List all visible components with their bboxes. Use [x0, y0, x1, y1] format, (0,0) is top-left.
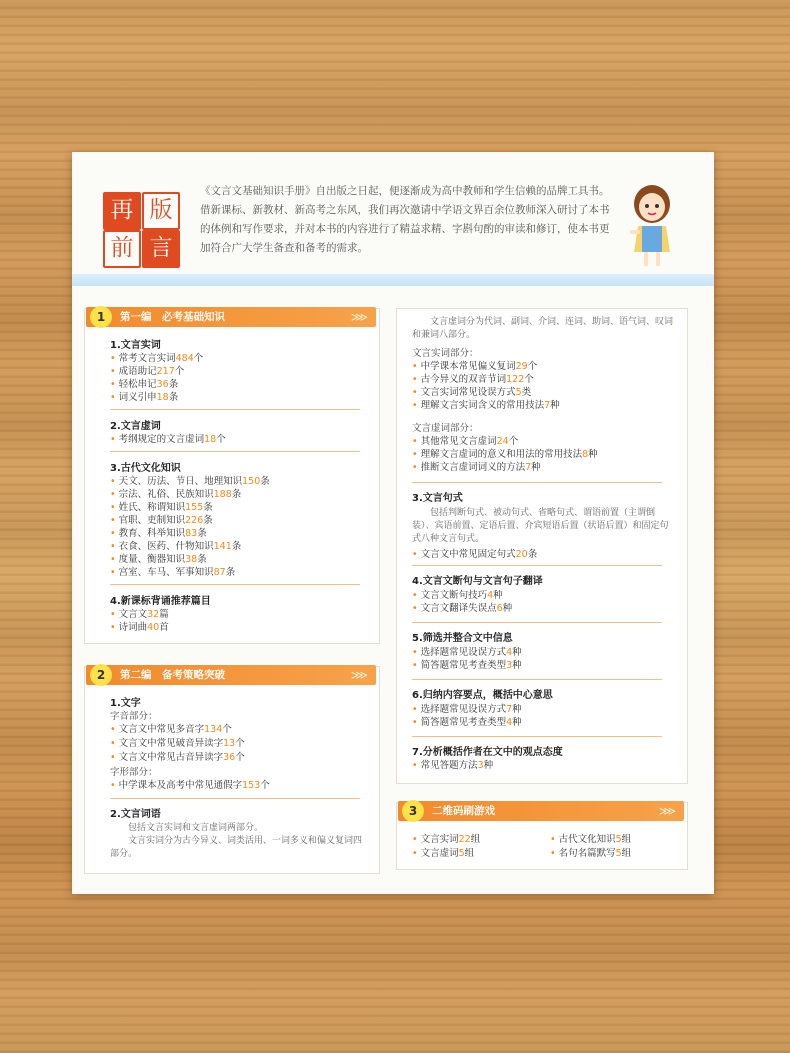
list-item	[412, 448, 598, 461]
item-text: 名句名篇默写	[558, 848, 616, 859]
item-unit: 个	[193, 353, 204, 364]
item-text: 选择题常见设误方式	[420, 704, 507, 715]
item-count: 4	[506, 647, 513, 658]
group-title: 5.筛选并整合文中信息	[412, 633, 513, 644]
list-item	[412, 399, 560, 412]
section-3-header	[398, 801, 684, 821]
item-text: 文言文断句技巧	[420, 590, 488, 601]
item-count: 20	[515, 549, 528, 560]
item-text: 推断文言虚词词义的方法	[420, 462, 526, 473]
item-unit: 条	[260, 476, 270, 487]
item-unit: 种	[512, 717, 522, 728]
group-title: 2.文言虚词	[110, 421, 161, 432]
section-2-header	[86, 665, 376, 685]
list-item	[412, 847, 474, 860]
group-title: 4.新课标背诵推荐篇目	[110, 596, 211, 607]
item-count: 3	[477, 760, 484, 771]
list-item	[412, 759, 493, 772]
list-item	[110, 723, 232, 736]
item-text: 古代文化知识	[558, 834, 616, 845]
stamp-char: 再	[103, 192, 141, 230]
item-count: 5	[615, 848, 622, 859]
section-number: 3	[402, 800, 424, 822]
item-text: 中学课本常见偏义复词	[420, 361, 516, 372]
item-text: 宫室、车马、军事知识	[118, 567, 214, 578]
item-text: 轻松串记	[118, 379, 157, 390]
item-text: 文言文	[118, 609, 148, 620]
item-count: 155	[185, 502, 204, 513]
teacher-illustration-icon	[624, 182, 680, 268]
list-item	[110, 378, 178, 391]
item-count: 40	[147, 622, 160, 633]
list-item	[110, 737, 245, 750]
item-unit: 条	[203, 502, 213, 513]
item-count: 29	[515, 361, 528, 372]
list-item	[412, 548, 537, 561]
section-title: 第一编 必考基础知识	[120, 311, 225, 323]
item-unit: 个	[527, 361, 538, 372]
item-count: 83	[185, 528, 198, 539]
group-title: 3.古代文化知识	[110, 463, 181, 474]
item-unit: 个	[235, 752, 245, 763]
section-number: 1	[90, 306, 112, 328]
list-item	[110, 608, 169, 621]
item-text: 其他常见文言虚词	[420, 436, 497, 447]
item-text: 成语助记	[118, 366, 157, 377]
sub-label: 文言虚词部分：	[412, 423, 479, 434]
item-text: 文言虚词	[420, 848, 459, 859]
header-divider	[72, 274, 714, 286]
item-count: 8	[582, 449, 589, 460]
item-text: 简答题常见考查类型	[420, 660, 507, 671]
list-item	[110, 621, 169, 634]
item-text: 衣食、医药、什物知识	[118, 541, 214, 552]
item-count: 226	[185, 515, 204, 526]
item-text: 考纲规定的文言虚词	[118, 434, 205, 445]
list-item	[110, 751, 245, 764]
separator	[412, 622, 662, 623]
item-count: 36	[156, 379, 169, 390]
separator	[110, 584, 360, 585]
list-item	[110, 365, 184, 378]
group-title: 3.文言句式	[412, 493, 463, 504]
item-unit: 种	[502, 603, 513, 614]
item-text: 诗词曲	[118, 622, 148, 633]
item-count: 4	[487, 590, 494, 601]
item-count: 13	[223, 738, 236, 749]
item-unit: 条	[168, 392, 179, 403]
item-count: 217	[156, 366, 175, 377]
item-unit: 组	[621, 834, 632, 845]
list-item	[110, 779, 270, 792]
item-text: 词义引申	[118, 392, 157, 403]
item-count: 153	[242, 780, 261, 791]
separator	[110, 798, 360, 799]
item-text: 宗法、礼俗、民族知识	[118, 489, 214, 500]
item-text: 理解文言实词含义的常用技法	[420, 400, 545, 411]
list-item	[412, 646, 522, 659]
item-count: 141	[213, 541, 232, 552]
list-item	[412, 833, 480, 846]
item-unit: 种	[550, 400, 560, 411]
group-title: 7.分析概括作者在文中的观点态度	[412, 747, 563, 758]
chevron-decor-icon: ⋙	[658, 804, 676, 818]
item-text: 文言文中常见多音字	[118, 724, 205, 735]
paragraph: 文言实词分为古今异义、词类活用、一词多义和偏义复词四部分。	[110, 836, 363, 859]
item-count: 122	[506, 374, 525, 385]
section-title: 第二编 备考策略突破	[120, 669, 225, 681]
item-text: 文言文中常见破音异读字	[118, 738, 224, 749]
item-unit: 个	[222, 724, 232, 735]
list-item	[412, 602, 512, 615]
list-item	[110, 488, 241, 501]
list-item	[412, 589, 503, 602]
item-unit: 种	[493, 590, 503, 601]
item-count: 36	[223, 752, 236, 763]
separator	[110, 451, 360, 452]
stamp-char: 言	[142, 230, 180, 268]
item-unit: 种	[512, 660, 522, 671]
item-text: 理解文言虚词的意义和用法的常用技法	[420, 449, 583, 460]
group-title: 2.文言词语	[110, 809, 161, 820]
section-1-header	[86, 307, 376, 327]
item-text: 文言实词	[420, 834, 459, 845]
item-unit: 个	[508, 436, 519, 447]
item-count: 18	[156, 392, 169, 403]
item-count: 24	[496, 436, 509, 447]
stamp-char: 前	[103, 230, 141, 268]
item-text: 文言文中常见古音异读字	[118, 752, 224, 763]
item-text: 度量、衡器知识	[118, 554, 186, 565]
preface-text: 《文言文基础知识手册》自出版之日起，便逐渐成为高中教师和学生信赖的品牌工具书。借新课标、新教材、新高考之东风，我们再次邀请中学语文界百余位教师深入研讨了本书的体例和写作要求，并对本书的内容进行了精益求精、字斟句酌的审读和修订，使本书更加符合广大学生备查和备考的需求。	[200, 185, 610, 254]
item-unit: 种	[483, 760, 494, 771]
paragraph: 包括文言实词和文言虚词两部分。	[128, 823, 264, 833]
group-title: 1.文言实词	[110, 340, 161, 351]
item-unit: 篇	[159, 609, 169, 620]
item-unit: 条	[225, 567, 236, 578]
list-item	[110, 566, 235, 579]
separator	[412, 565, 662, 566]
item-unit: 组	[464, 848, 475, 859]
list-item	[412, 659, 522, 672]
item-count: 150	[242, 476, 261, 487]
list-item	[550, 833, 631, 846]
list-item	[110, 514, 213, 527]
item-count: 188	[213, 489, 232, 500]
item-unit: 条	[197, 528, 207, 539]
group-title: 4.文言文断句与文言句子翻译	[412, 576, 543, 587]
stamp-char: 版	[142, 192, 180, 230]
item-count: 5	[458, 848, 465, 859]
book-page	[72, 152, 714, 894]
item-text: 常见答题方法	[420, 760, 478, 771]
item-count: 3	[506, 660, 513, 671]
separator	[412, 736, 662, 737]
paragraph: 包括判断句式、被动句式、省略句式、谓语前置（主谓倒装）、宾语前置、定语后置、介宾短语后置（状语后置）和固定句式八种文言句式。	[412, 508, 669, 544]
item-count: 5	[615, 834, 622, 845]
item-count: 18	[204, 434, 217, 445]
item-count: 5	[515, 387, 522, 398]
item-text: 简答题常见考查类型	[420, 717, 507, 728]
section-title: 二维码刷游戏	[432, 805, 495, 817]
item-count: 87	[213, 567, 226, 578]
sub-label: 文言实词部分：	[412, 348, 479, 359]
item-text: 中学课本及高考中常见通假字	[118, 780, 243, 791]
item-unit: 条	[527, 549, 538, 560]
separator	[412, 482, 662, 483]
chevron-decor-icon: ⋙	[350, 668, 368, 682]
separator	[110, 409, 360, 410]
item-count: 22	[458, 834, 471, 845]
item-text: 选择题常见设误方式	[420, 647, 507, 658]
list-item	[110, 553, 207, 566]
item-unit: 个	[524, 374, 534, 385]
group-title: 6.归纳内容要点，概括中心意思	[412, 690, 553, 701]
item-text: 官职、吏制知识	[118, 515, 186, 526]
sub-label: 字形部分：	[110, 767, 158, 778]
item-unit: 首	[159, 622, 169, 633]
list-item	[550, 847, 631, 860]
paragraph: 文言虚词分为代词、副词、介词、连词、助词、语气词、叹词和兼词八部分。	[412, 317, 674, 340]
item-unit: 种	[512, 647, 522, 658]
chevron-decor-icon: ⋙	[350, 310, 368, 324]
item-count: 484	[175, 353, 194, 364]
list-item	[412, 386, 531, 399]
item-count: 7	[525, 462, 532, 473]
item-unit: 条	[197, 554, 207, 565]
list-item	[412, 360, 537, 373]
item-text: 姓氏、称谓知识	[118, 502, 186, 513]
list-item	[110, 433, 226, 446]
list-item	[412, 461, 541, 474]
item-count: 134	[204, 724, 223, 735]
list-item	[110, 391, 178, 404]
list-item	[412, 435, 518, 448]
item-count: 32	[147, 609, 160, 620]
item-count: 38	[185, 554, 198, 565]
item-count: 7	[506, 704, 513, 715]
item-unit: 个	[216, 434, 226, 445]
list-item	[412, 716, 522, 729]
separator	[412, 679, 662, 680]
list-item	[110, 501, 213, 514]
group-title: 1.文字	[110, 698, 141, 709]
item-text: 文言实词常见设误方式	[420, 387, 516, 398]
item-unit: 个	[260, 780, 270, 791]
item-count: 4	[506, 717, 513, 728]
list-item	[110, 352, 203, 365]
sub-label: 字音部分：	[110, 711, 158, 722]
list-item	[110, 540, 241, 553]
item-text: 古今异义的双音节词	[420, 374, 507, 385]
item-unit: 条	[168, 379, 179, 390]
item-count: 6	[496, 603, 503, 614]
item-unit: 条	[231, 489, 242, 500]
item-unit: 种	[588, 449, 598, 460]
item-unit: 个	[174, 366, 185, 377]
item-text: 文言文翻译失误点	[420, 603, 497, 614]
item-unit: 类	[521, 387, 532, 398]
list-item	[110, 527, 207, 540]
item-text: 常考文言实词	[118, 353, 176, 364]
list-item	[412, 703, 522, 716]
section-number: 2	[90, 664, 112, 686]
item-unit: 条	[203, 515, 213, 526]
item-unit: 组	[621, 848, 632, 859]
list-item	[412, 373, 534, 386]
item-text: 教育、科举知识	[118, 528, 186, 539]
item-unit: 条	[231, 541, 242, 552]
item-unit: 种	[531, 462, 541, 473]
item-unit: 种	[512, 704, 522, 715]
item-text: 天文、历法、节日、地理知识	[118, 476, 243, 487]
item-text: 文言文中常见固定句式	[420, 549, 516, 560]
item-unit: 组	[470, 834, 481, 845]
item-count: 7	[544, 400, 551, 411]
item-unit: 个	[235, 738, 245, 749]
list-item	[110, 475, 270, 488]
